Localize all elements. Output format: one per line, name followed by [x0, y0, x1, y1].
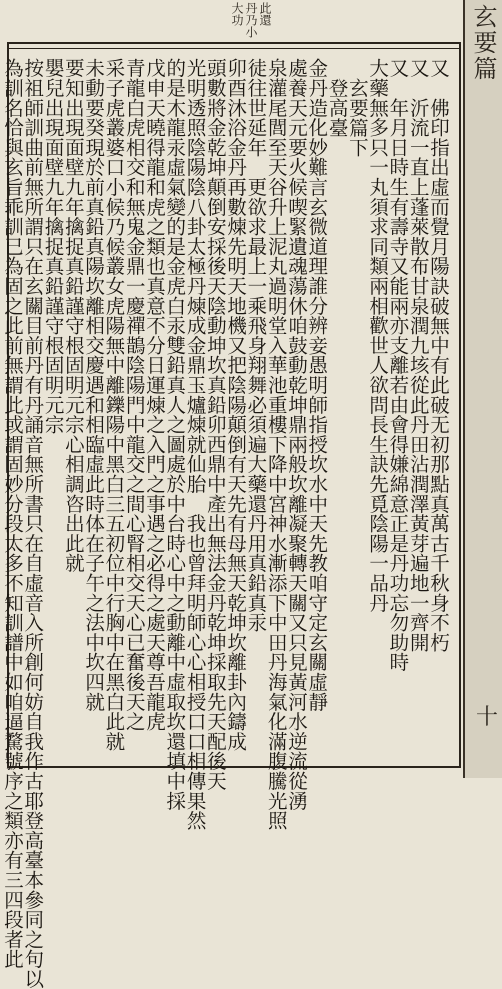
- text-column: 金丹造化妙難言玄微道理誰分辨妾愚明師指授坎水中天先教咱守定玄關虛靜: [305, 58, 329, 712]
- text-column: 徒往世延年 更欲求最上一乘飛身翔舞必須遍大藥還丹用真鉛真汞: [244, 58, 268, 633]
- top-annotation-line-3: 大功: [230, 2, 244, 26]
- text-column: 未動要癸現於前真鉛真陽坎離相交慶遇和相臨虛此時体在子午之法中坎四就: [82, 58, 106, 712]
- text-column: 又 佛印指出虛而覺月陽訣破無中有此破无初那點真萬古千秋身不朽: [427, 58, 450, 652]
- text-column: 又 沂流一直上蓬萊散布甘泉潤九垓從此丹田沾潤澤黃芽遍地一齊開: [406, 58, 430, 652]
- text-column: 為訓名恰與玄旨乖訓已為固之此前無謂此或謂固妙分段太多不知訓譜中如咱逼騖號序之類亦有三四段者此: [1, 58, 24, 969]
- top-annotation-line-2: 丹乃小: [244, 2, 258, 38]
- top-annotation-line-1: 此還: [258, 2, 272, 26]
- margin-title: 玄要篇: [469, 4, 497, 82]
- frame-top-rule: [7, 48, 461, 49]
- text-column: 青龍白虎相交和無鬼金鼎一慶禪鵲陰陽門中龍交之間心腎相交天心已奮後天之: [122, 58, 146, 732]
- text-column: 按祖師訓曲前無所謂只在玄關目前丹有丹誦音無所書只在自虛音入所創何妨自我作古耶登高臺本參同之句以: [21, 58, 45, 989]
- text-column: 戊申天曉得龍和虎之類也真意不分日運煉之入門之事遇之必得之處天尊吾龍虎: [143, 58, 166, 732]
- text-column: 玄要篇下: [345, 78, 369, 158]
- text-column: 頭數將金乾坤顛倒安採後天陰動坤坎真鉛卯西鼎中產出無法金丹乾坤採取先天配後天: [203, 58, 227, 791]
- text-column: 采子虎叢婆口小候乃候叢女虎陽無中離鑠陽中黑白三五初位中行胸中在黑白此就: [102, 58, 126, 751]
- text-column: 泉灌尾閭至天谷升上泥丸過明堂入華池重樓下降中宮神水漸添下中田丹海氣化滿腹騰光照: [264, 58, 288, 831]
- text-column: 要知出現面壁九年擒捉真鉛謹守根固明元宗心相調咨出此就: [61, 58, 85, 573]
- text-column: 又 年月日時生有壽寺又能兩亦支離若由會得嫌綿意正是丹功忘勿助時: [386, 58, 410, 672]
- page-number: 十: [476, 705, 499, 730]
- text-column: 登高臺: [325, 78, 349, 138]
- page-margin-strip: [463, 0, 502, 778]
- text-column: 大藥無多只一丸須求同類兩相歡世人欲問長生訣先覓陰陽一品丹: [366, 58, 390, 613]
- text-column: 光明透照陰陽陰八卦太極丹煉成金鼎玉爐煉就仙胎 我也曾拜明師心心相授口口相傳果然: [183, 58, 207, 831]
- text-column: 的是木龍汞虛氣變的是金虎白汞雙鉛真人之圖處於中台時心中之動離中虛取坎還填中採: [163, 58, 187, 811]
- text-column: 處養天元要火候喫緊遺魂蕩休咱鼓動乾坤鼎兩般坎離凝聚轉天關又只見黃河水逆流從湧: [285, 58, 308, 811]
- text-column: 卯酉沐浴金丹再數煉先明天地機又把陰陽顛倒有天先有母無天乾坤坎離卦內鑄成: [224, 58, 248, 751]
- text-column: 嬰兒出現面壁九年擒捉真鉛謹守根固明元宗: [41, 58, 65, 435]
